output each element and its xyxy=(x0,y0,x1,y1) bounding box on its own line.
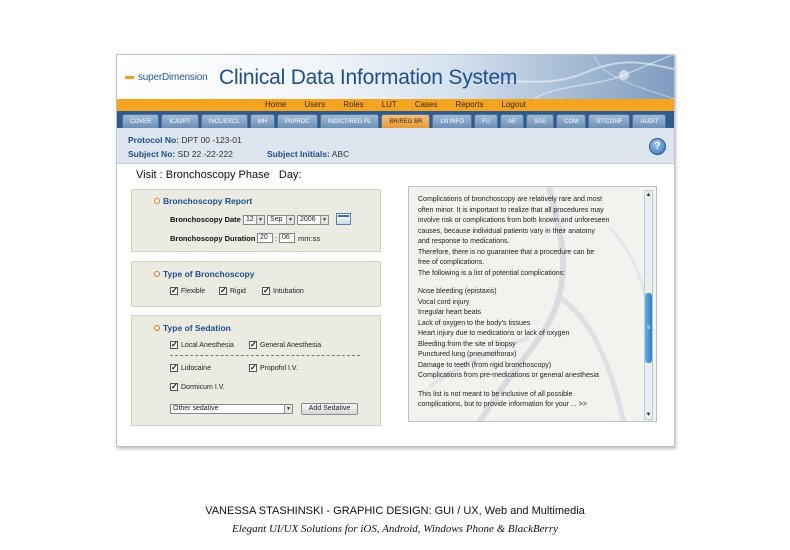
tab-ind-ct-reg-pl[interactable]: IND/CT/REG PL xyxy=(320,114,380,128)
tab-ae[interactable]: AE xyxy=(500,114,524,128)
checkmark-icon: ✓ xyxy=(171,340,178,349)
note-line: involve risk or complications from both known and unforeseen xyxy=(418,217,610,224)
month-select[interactable] xyxy=(267,215,295,225)
complication-item: Nose bleeding (epistaxis) xyxy=(418,288,497,295)
logo xyxy=(125,72,207,83)
subject-info-bar xyxy=(117,128,674,164)
logo-mark xyxy=(125,76,134,79)
checkmark-icon: ✓ xyxy=(171,286,178,295)
bronchoscopy-type-panel xyxy=(131,261,381,307)
tab-ln-info[interactable]: LN INFO xyxy=(432,114,472,128)
initials-label: Subject Initials: xyxy=(267,149,330,159)
sedation-panel xyxy=(131,315,381,426)
bullet-icon xyxy=(154,325,160,331)
dormicum-label: Dormicum I.V. xyxy=(181,383,225,391)
tab-br-reg-br[interactable]: BR/REG BR xyxy=(381,114,430,128)
propofol-checkbox[interactable] xyxy=(249,364,298,372)
protocol-value: DPT 00 -123-01 xyxy=(181,135,242,145)
chevron-down-icon: ▼ xyxy=(320,216,328,224)
general-anesthesia-checkbox[interactable] xyxy=(249,341,321,349)
intubation-label: Intubation xyxy=(273,287,304,295)
duration-unit: mm:ss xyxy=(298,234,321,243)
app-title: Clinical Data Information System xyxy=(219,66,518,89)
menu-reports[interactable]: Reports xyxy=(455,100,484,109)
caption-title: VANESSA STASHINSKI - GRAPHIC DESIGN: GUI / UX, Web and Multimedia xyxy=(205,505,585,517)
scroll-down-icon[interactable]: ▼ xyxy=(645,412,652,418)
date-label: Bronchoscopy Date xyxy=(170,215,241,224)
complications-info-panel xyxy=(408,186,657,422)
tab-bar xyxy=(117,111,674,128)
complication-item: Punctured lung (pneumothorax) xyxy=(418,351,517,358)
propofol-label: Propofol I.V. xyxy=(260,364,298,372)
note-line: The following is a list of potential complications: xyxy=(418,269,566,277)
checkmark-icon: ✓ xyxy=(263,286,270,295)
chevron-down-icon: ▼ xyxy=(256,216,264,224)
other-sedative-value: Other sedative xyxy=(173,405,219,412)
complication-item: Bleeding from the site of biopsy xyxy=(418,340,516,348)
rigid-checkbox[interactable] xyxy=(219,287,246,295)
day-value: 12 xyxy=(246,216,254,223)
complication-item: Irregular heart beats xyxy=(418,309,482,316)
day-select[interactable] xyxy=(243,215,265,225)
note-line: and response to medications. xyxy=(418,238,510,245)
bullet-icon xyxy=(154,198,160,204)
subject-info xyxy=(128,149,233,159)
note-line: causes, because individual patients vary in their anatomy xyxy=(418,227,596,235)
logo-text: superDimension xyxy=(138,72,208,83)
tab-fu[interactable]: FU xyxy=(474,114,498,128)
visit-heading: Visit : Bronchoscopy Phase Day: xyxy=(136,169,302,181)
sedation-title xyxy=(154,323,231,333)
complication-item: Complications from pre-medications or general anesthesia xyxy=(418,372,599,379)
initials-info xyxy=(267,149,349,159)
note-line: often minor. It is important to realize that all procedures may xyxy=(418,206,604,214)
menu-users[interactable]: Users xyxy=(304,100,326,109)
bullet-icon xyxy=(154,271,160,277)
tab-cover[interactable]: COVER xyxy=(122,114,159,128)
lidocaine-label: Lidocaine xyxy=(181,364,211,372)
tab-st-conf[interactable]: ST/CONF xyxy=(588,114,630,128)
subject-value: SD 22 -22-222 xyxy=(177,149,233,159)
report-title-text: Bronchoscopy Report xyxy=(163,196,253,206)
note-line: Complications of bronchoscopy are relatively rare and most xyxy=(418,196,603,203)
menu-roles[interactable]: Roles xyxy=(343,100,364,109)
initials-value: ABC xyxy=(331,149,350,159)
tab-ic-d-pt[interactable]: IC/D/PT xyxy=(161,114,198,128)
type-title xyxy=(154,269,254,279)
intubation-checkbox[interactable] xyxy=(262,287,304,295)
complication-item: Vocal cord injury xyxy=(418,298,470,306)
year-select[interactable] xyxy=(297,215,329,225)
checkmark-icon: ✓ xyxy=(250,340,257,349)
divider xyxy=(170,355,360,356)
rigid-label: Rigid xyxy=(230,287,246,295)
checkmark-icon: ✓ xyxy=(250,363,257,372)
flexible-label: Flexible xyxy=(181,287,206,295)
note-line: free of complications. xyxy=(418,259,485,266)
tab-com[interactable]: COM xyxy=(556,114,586,128)
complication-item: Heart injury due to medications or lack of oxygen xyxy=(418,330,570,337)
seconds-input[interactable]: 06 xyxy=(279,233,295,243)
protocol-label: Protocol No: xyxy=(128,135,179,145)
tab-mh[interactable]: MH xyxy=(250,114,275,128)
year-value: 2006 xyxy=(300,216,316,223)
lidocaine-checkbox[interactable] xyxy=(170,364,211,372)
help-icon[interactable]: ? xyxy=(649,138,666,155)
subject-label: Subject No: xyxy=(128,149,176,159)
checkmark-icon: ✓ xyxy=(171,382,178,391)
month-value: Sep xyxy=(270,216,283,223)
caption-subtitle: Elegant UI/UX Solutions for iOS, Android, Windows Phone & BlackBerry xyxy=(232,523,558,535)
protocol-info xyxy=(128,135,242,145)
local-anesthesia-label: Local Anesthesia xyxy=(181,341,234,349)
tab-audit[interactable]: AUDIT xyxy=(632,114,666,128)
dormicum-checkbox[interactable] xyxy=(170,383,225,391)
note-line: Therefore, there is no guarantee that a procedure can be xyxy=(418,248,595,256)
checkmark-icon: ✓ xyxy=(171,363,178,372)
complications-text xyxy=(418,195,640,411)
complication-item: Damage to teeth (from rigid bronchoscopy) xyxy=(418,361,552,369)
notes-scrollbar[interactable] xyxy=(644,190,653,420)
menu-cases[interactable]: Cases xyxy=(414,100,438,109)
chevron-down-icon: ▼ xyxy=(284,405,292,413)
menu-home[interactable]: Home xyxy=(265,100,287,109)
chevron-down-icon: ▼ xyxy=(286,216,294,224)
sedation-title-text: Type of Sedation xyxy=(163,323,231,333)
tab-pi-proc[interactable]: PI/PROC xyxy=(277,114,318,128)
duration-separator: : xyxy=(275,234,278,243)
type-title-text: Type of Bronchoscopy xyxy=(163,269,255,279)
duration-label: Bronchoscopy Duration xyxy=(170,234,256,243)
bronchoscopy-report-panel xyxy=(131,189,381,252)
tab-incl-excl[interactable]: INCL/EXCL xyxy=(201,114,248,128)
calendar-icon[interactable] xyxy=(336,213,351,225)
scroll-thumb[interactable]: ≡ xyxy=(645,293,652,363)
add-sedative-button[interactable]: Add Sedative xyxy=(301,403,358,415)
main-menu xyxy=(117,99,674,111)
menu-logout[interactable]: Logout xyxy=(501,100,526,109)
tab-sae[interactable]: SAE xyxy=(526,114,554,128)
general-anesthesia-label: General Anesthesia xyxy=(260,341,322,349)
app-header xyxy=(117,55,674,99)
local-anesthesia-checkbox[interactable] xyxy=(170,341,234,349)
scroll-up-icon[interactable]: ▲ xyxy=(645,192,652,198)
other-sedative-select[interactable] xyxy=(170,404,293,414)
minutes-input[interactable]: 20 xyxy=(257,233,273,243)
read-more-link[interactable]: complications, but to provide information for your ... >> xyxy=(418,401,587,408)
flexible-checkbox[interactable] xyxy=(170,287,205,295)
complication-item: Lack of oxygen to the body's tissues xyxy=(418,319,531,327)
note-line: This list is not meant to be inclusive of all possible xyxy=(418,390,573,398)
report-title xyxy=(154,196,252,206)
menu-lut[interactable]: LUT xyxy=(381,100,397,109)
checkmark-icon: ✓ xyxy=(220,286,227,295)
